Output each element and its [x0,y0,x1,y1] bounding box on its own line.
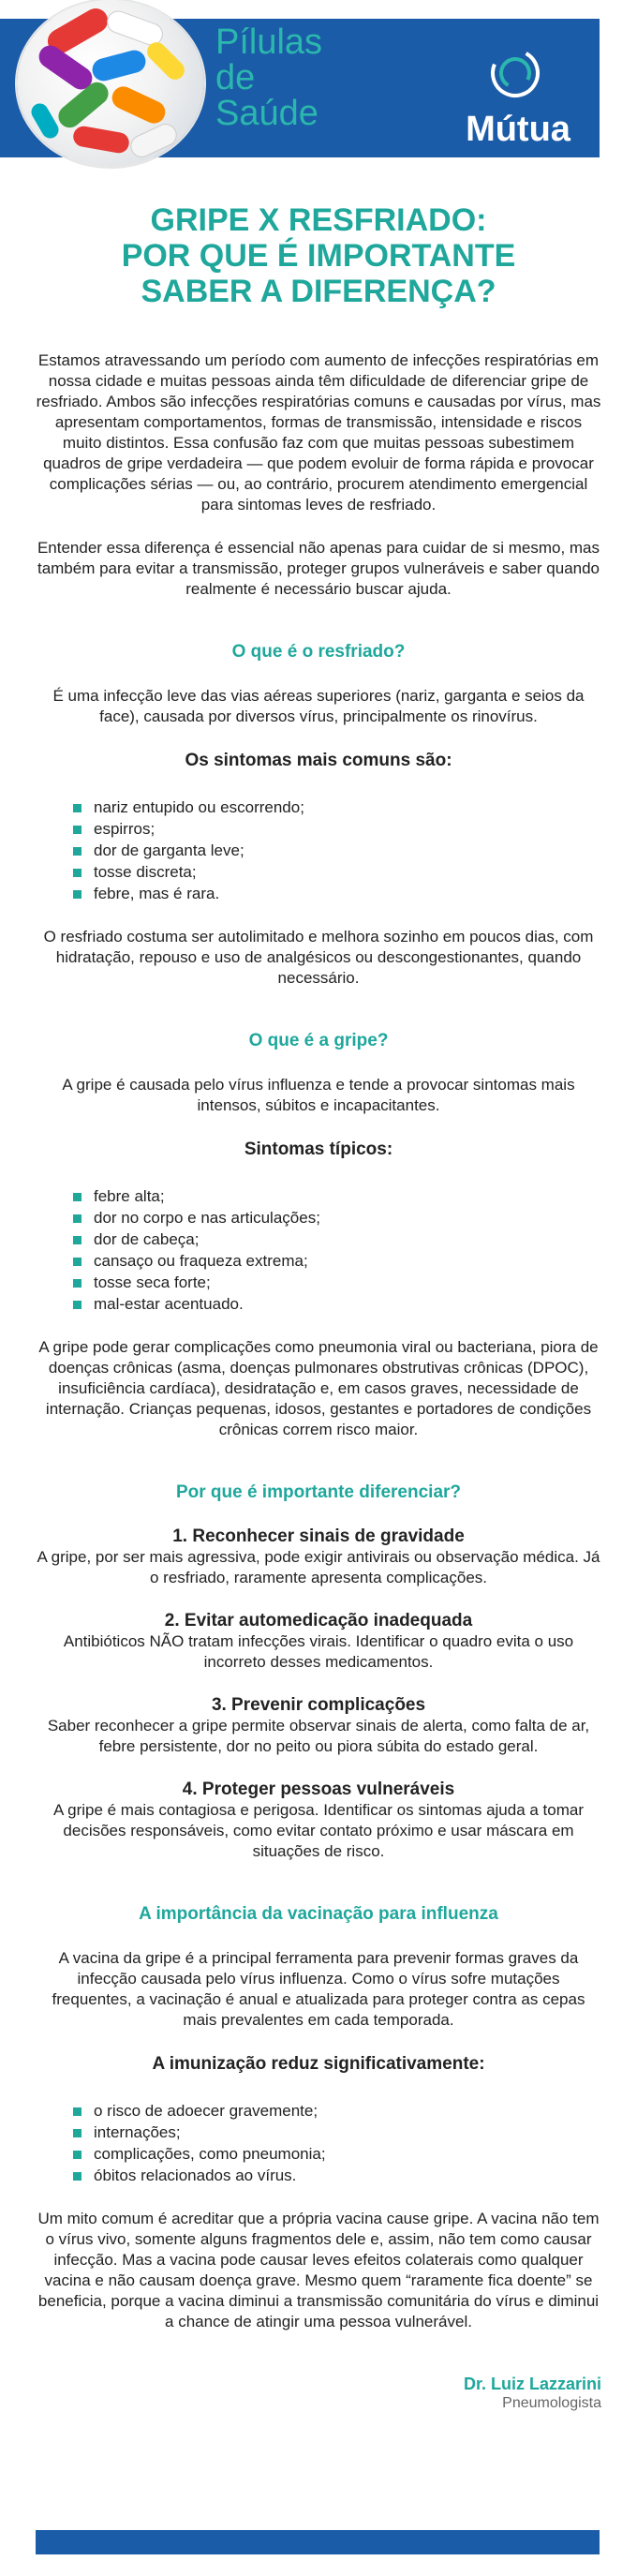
list-item [73,1207,601,1228]
intro-paragraph: Estamos atravessando um período com aumento de infecções respiratórias em nossa cidade e muitas pessoas ainda têm dificuldade de diferenciar gripe de resfriado. Ambos são infecções respiratórias comuns e causadas por vírus, mas apresentam comportamentos, formas de transmissão, intensidade e riscos muito distintos. Essa confusão faz com que muitas pessoas subestimem quadros de gripe verdadeira — que podem evoluir de forma rápida e provocar complicações sérias — ou, ao contrário, procurem atendimento emergencial para sintomas leves de resfriado. [36,351,601,514]
cold-symptoms-list [73,797,601,904]
list-item [73,883,601,904]
reason-block [36,1779,601,1862]
list-item [73,1250,601,1272]
flu-closing: A gripe pode gerar complicações como pneumonia viral ou bacteriana, piora de doenças crônicas (asma, doenças pulmonares obstrutivas crônicas (DPOC), insuficiência cardíaca), desidratação e, em casos graves, necessidade de internação. Crianças pequenas, idosos, gestantes e portadores de condições crônicas correm risco maior. [38,1338,599,1438]
vaccine-reduces-heading: A imunização reduz significativamente: [152,2054,485,2074]
series-title-line: Pílulas [215,22,323,62]
list-item [73,1293,601,1315]
list-item [73,1228,601,1250]
pills-image [17,0,204,167]
reason-block [36,1611,601,1673]
section-heading-vaccine: A importância da vacinação para influenza [139,1904,498,1924]
section-heading-flu: O que é a gripe? [248,1031,389,1050]
list-item [73,797,601,818]
bullet-icon [73,2172,81,2181]
list-item [73,2122,601,2143]
list-item-text: espirros; [94,820,156,838]
list-item-text: tosse discreta; [94,863,197,881]
bullet-icon [73,847,81,856]
list-item-text: dor de cabeça; [94,1230,200,1248]
footer-bar [36,2530,600,2554]
reason-text: A gripe é mais contagiosa e perigosa. Identificar os sintomas ajuda a tomar decisões responsáveis, como evitar contato próximo e usar máscara em situações de risco. [52,1801,585,1860]
list-item-text: cansaço ou fraqueza extrema; [94,1252,308,1270]
bullet-icon [73,1279,81,1288]
bullet-icon [73,1258,81,1266]
list-item [73,840,601,861]
vaccine-reduces-list [73,2100,601,2186]
bullet-icon [73,2151,81,2159]
flu-symptoms-heading: Sintomas típicos: [244,1139,393,1159]
bullet-icon [73,2129,81,2137]
vaccine-closing: Um mito comum é acreditar que a própria vacina cause gripe. A vacina não tem o vírus vivo, somente alguns fragmentos dele e, assim, não tem como causar infecção. Mas a vacina pode causar leves efeitos colaterais como qualquer vacina e não causam doença grave. Mesmo quem “raramente fica doente” se beneficia, porque a vacina diminui a transmissão comunitária do vírus e diminui a chance de atingir uma pessoa vulnerável. [37,2210,600,2330]
list-item [73,2143,601,2165]
cold-symptoms-heading: Os sintomas mais comuns são: [185,751,452,770]
list-item [73,1272,601,1293]
article [0,202,637,2413]
list-item [73,2100,601,2122]
flu-symptoms-list [73,1185,601,1315]
bullet-icon [73,804,81,812]
series-title-line: de [215,58,256,97]
reason-title: 1. Reconhecer sinais de gravidade [172,1526,465,1546]
title-line: GRIPE X RESFRIADO: [150,202,487,238]
article-title [36,202,601,309]
cold-description: É uma infecção leve das vias aéreas superiores (nariz, garganta e seios da face), causada por diversos vírus, principalmente os rinovírus. [52,687,585,725]
header [0,0,637,161]
bullet-icon [73,826,81,834]
list-item-text: dor no corpo e nas articulações; [94,1209,320,1227]
reason-block [36,1526,601,1588]
reason-title: 4. Proteger pessoas vulneráveis [182,1779,455,1799]
bullet-icon [73,1236,81,1244]
reason-text: Antibióticos NÃO tratam infecções virais. Identificar o quadro evita o uso incorreto desses medicamentos. [63,1632,574,1671]
list-item-text: febre alta; [94,1187,165,1205]
list-item [73,1185,601,1207]
title-line: POR QUE É IMPORTANTE [121,238,516,274]
reason-text: Saber reconhecer a gripe permite observar sinais de alerta, como falta de ar, febre persistente, dor no peito ou piora súbita do estado geral. [47,1717,590,1755]
list-item-text: óbitos relacionados ao vírus. [94,2167,297,2184]
bullet-icon [73,1301,81,1309]
list-item-text: dor de garganta leve; [94,841,244,859]
list-item [73,2165,601,2186]
section-heading-cold: O que é o resfriado? [231,642,406,662]
author-role: Pneumologista [502,2395,601,2411]
reason-title: 3. Prevenir complicações [211,1695,426,1715]
list-item-text: febre, mas é rara. [94,885,220,902]
bullet-icon [73,2107,81,2116]
author-name: Dr. Luiz Lazzarini [463,2375,601,2393]
section-heading-why: Por que é importante diferenciar? [175,1482,462,1502]
reason-text: A gripe, por ser mais agressiva, pode exigir antivirais ou observação médica. Já o resfriado, raramente apresenta complicações. [37,1548,600,1586]
bullet-icon [73,890,81,899]
series-title [215,24,322,131]
list-item-text: mal-estar acentuado. [94,1295,244,1313]
list-item-text: complicações, como pneumonia; [94,2145,326,2163]
list-item-text: tosse seca forte; [94,1273,211,1291]
list-item-text: o risco de adoecer gravemente; [94,2102,318,2120]
reason-block [36,1695,601,1757]
title-line: SABER A DIFERENÇA? [141,274,496,309]
cold-closing: O resfriado costuma ser autolimitado e melhora sozinho em poucos dias, com hidratação, repouso e uso de analgésicos ou descongestionantes, quando necessário. [43,928,594,987]
reason-title: 2. Evitar automedicação inadequada [164,1611,473,1630]
list-item [73,861,601,883]
series-title-line: Saúde [215,94,318,133]
bullet-icon [73,1193,81,1201]
bullet-icon [73,1214,81,1223]
brand-name: Mútua [466,110,570,149]
mutua-logo-icon [487,45,543,101]
bullet-icon [73,869,81,877]
list-item [73,818,601,840]
list-item-text: internações; [94,2123,181,2141]
intro-paragraph: Entender essa diferença é essencial não apenas para cuidar de si mesmo, mas também para evitar a transmissão, proteger grupos vulneráveis e saber quando realmente é necessário buscar ajuda. [37,539,600,598]
flu-description: A gripe é causada pelo vírus influenza e tende a provocar sintomas mais intensos, súbitos e incapacitantes. [62,1076,575,1114]
list-item-text: nariz entupido ou escorrendo; [94,798,304,816]
signature [36,2374,601,2413]
vaccine-description: A vacina da gripe é a principal ferramenta para prevenir formas graves da infecção causada pelo vírus influenza. Como o vírus sofre mutações frequentes, a vacinação é anual e atualizada para proteger contra as cepas mais prevalentes em cada temporada. [52,1949,585,2029]
